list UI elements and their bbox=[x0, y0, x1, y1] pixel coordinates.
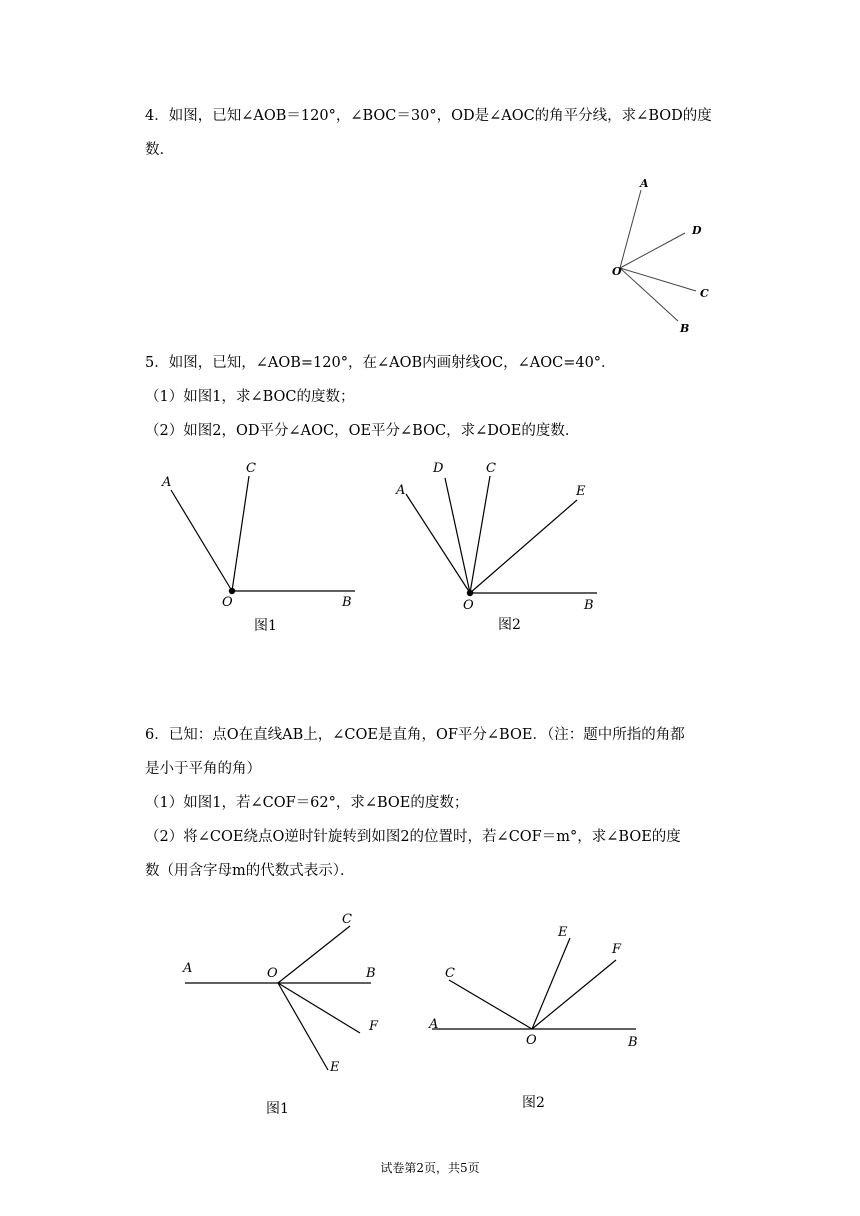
q6-figure-2 bbox=[428, 925, 638, 1111]
label-A: A bbox=[396, 483, 406, 498]
label-B: B bbox=[680, 322, 690, 335]
ray-OF bbox=[532, 960, 616, 1029]
label-C: C bbox=[445, 966, 455, 981]
q6-text-line1: 6．已知：点O在直线AB上，∠COE是直角，OF平分∠BOE．（注：题中所指的角都 bbox=[145, 727, 685, 743]
label-A: A bbox=[640, 177, 649, 190]
q5-text-line1: 5．如图，已知，∠AOB=120°，在∠AOB内画射线OC，∠AOC=40°． bbox=[145, 355, 616, 371]
label-F: F bbox=[369, 1019, 379, 1034]
label-F: F bbox=[612, 942, 622, 957]
q4-text-line1: 4．如图，已知∠AOB＝120°，∠BOC＝30°，OD是∠AOC的角平分线，求∠BOD的度 bbox=[145, 108, 712, 124]
caption: 图1 bbox=[266, 1101, 289, 1117]
q6-text-line4: （2）将∠COE绕点O逆时针旋转到如图2的位置时，若∠COF＝m°，求∠BOE的度 bbox=[145, 829, 681, 845]
label-A: A bbox=[183, 961, 193, 976]
label-E: E bbox=[576, 484, 586, 499]
label-O: O bbox=[267, 966, 278, 981]
label-D: D bbox=[692, 224, 702, 237]
label-E: E bbox=[558, 925, 568, 940]
label-B: B bbox=[628, 1035, 638, 1050]
q5-text-line2: （1）如图1，求∠BOC的度数； bbox=[145, 389, 355, 405]
caption: 图2 bbox=[522, 1095, 545, 1111]
caption: 图2 bbox=[498, 617, 521, 633]
label-E: E bbox=[330, 1060, 340, 1075]
label-C: C bbox=[486, 461, 496, 476]
label-C: C bbox=[342, 912, 352, 927]
label-O: O bbox=[463, 598, 474, 613]
label-B: B bbox=[584, 598, 594, 613]
label-O: O bbox=[612, 265, 622, 278]
label-B: B bbox=[366, 966, 376, 981]
q5-text-line3: （2）如图2，OD平分∠AOC，OE平分∠BOC，求∠DOE的度数． bbox=[145, 423, 580, 439]
ray-OC bbox=[449, 980, 532, 1029]
ray-OE bbox=[278, 983, 328, 1070]
label-C: C bbox=[700, 287, 709, 300]
label-O: O bbox=[526, 1033, 537, 1048]
ray-OC bbox=[278, 926, 350, 983]
label-A: A bbox=[162, 475, 172, 490]
q6-figure-1 bbox=[182, 912, 379, 1117]
label-A: A bbox=[429, 1017, 439, 1032]
ray-OE bbox=[532, 938, 570, 1029]
q6-text-line2: 是小于平角的角） bbox=[145, 761, 261, 777]
label-C: C bbox=[246, 461, 256, 476]
page-footer: 试卷第2页，共5页 bbox=[380, 1161, 480, 1175]
q4-text-line2: 数． bbox=[145, 142, 174, 158]
q6-text-line3: （1）如图1，若∠COF＝62°，求∠BOE的度数； bbox=[145, 795, 469, 811]
q6-text-line5: 数（用含字母m的代数式表示）． bbox=[145, 863, 355, 879]
label-B: B bbox=[342, 595, 352, 610]
ray-OF bbox=[278, 983, 360, 1033]
label-D: D bbox=[433, 461, 444, 476]
label-O: O bbox=[222, 595, 233, 610]
caption: 图1 bbox=[254, 618, 277, 634]
